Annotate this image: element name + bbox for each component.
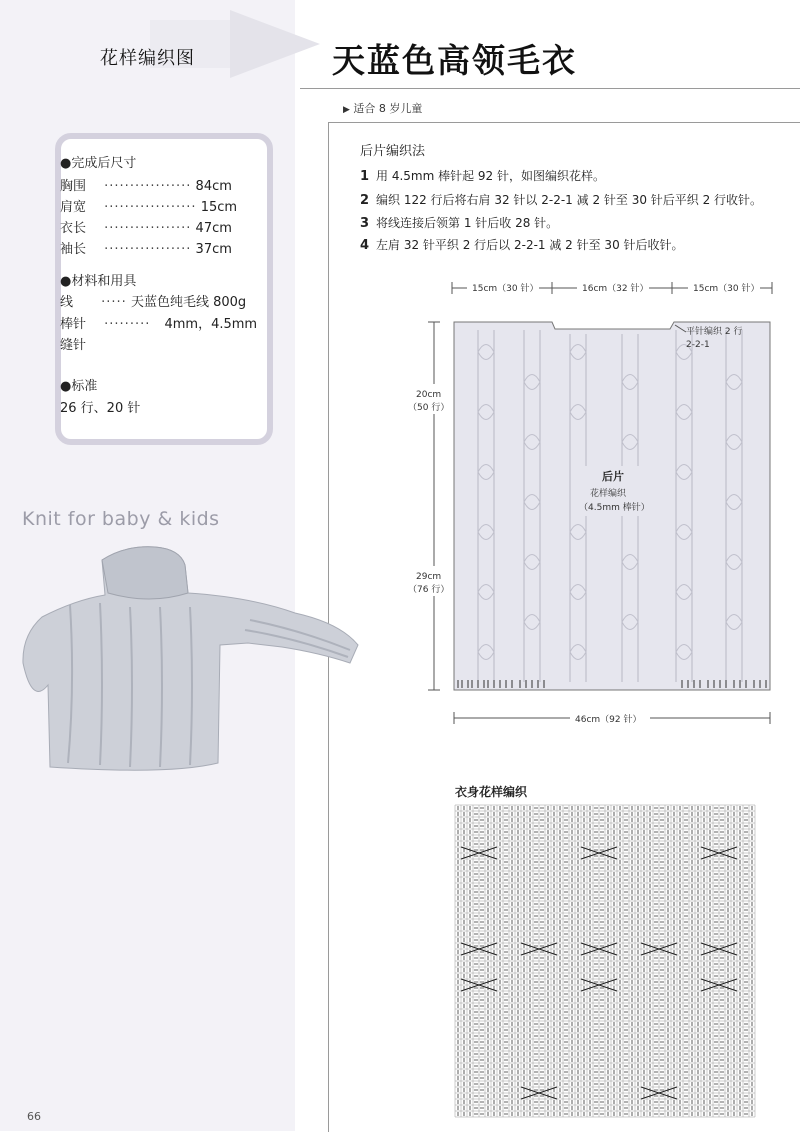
material-row-needles [60, 313, 257, 332]
sweater-photo [20, 535, 360, 785]
leader-dots: ················· [104, 221, 192, 236]
top-left-dimension: 15cm（30 针） [472, 284, 539, 294]
size-label: 衣长 [60, 221, 87, 236]
gauge-value: 26 行、20 针 [60, 401, 141, 416]
piece-pattern: 花样编织 [590, 489, 627, 499]
size-label: 袖长 [60, 242, 87, 257]
shoulder-note-line2: 2-2-1 [686, 340, 710, 350]
leader-dots: ················· [104, 179, 192, 194]
age-note [343, 100, 422, 116]
sweater-collar [102, 547, 188, 599]
stitch-chart-title: 衣身花样编织 [455, 785, 528, 799]
side-lower-cm: 29cm [416, 572, 442, 582]
size-heading: ●完成后尺寸 [60, 156, 137, 171]
step-number: 3 [360, 216, 370, 231]
material-row-sewing-needle [60, 334, 86, 353]
top-middle-dimension: 16cm（32 针） [582, 284, 649, 294]
page-number: 66 [27, 1110, 41, 1123]
back-piece-diagram [408, 272, 780, 732]
header-arrow-icon [230, 10, 320, 78]
shoulder-note-line1: 平针编织 2 行 [686, 327, 743, 337]
step-text: 用 4.5mm 棒针起 92 针，如图编织花样。 [376, 169, 605, 183]
material-label: 棒针 [60, 317, 87, 332]
gauge-heading: ●标准 [60, 379, 98, 394]
step-number: 1 [360, 169, 370, 184]
piece-name: 后片 [602, 470, 624, 483]
step-text: 编织 122 行后将右肩 32 针以 2-2-1 减 2 针至 30 针后平织 2 行收针。 [376, 193, 763, 207]
step-number: 4 [360, 238, 370, 253]
material-label: 线 [60, 295, 74, 310]
leader-dots: ·················· [104, 200, 197, 215]
content-top-divider [328, 122, 800, 123]
leader-dots: ········· [104, 317, 151, 332]
size-row-shoulder [60, 196, 237, 215]
step-3 [360, 214, 558, 231]
bottom-dimension: 46cm（92 针） [575, 715, 642, 725]
material-row-yarn [60, 291, 246, 310]
page-title: 天蓝色高领毛衣 [332, 41, 577, 80]
materials-heading: ●材料和用具 [60, 274, 137, 289]
side-lower-rows: （76 行） [408, 585, 450, 595]
step-text: 左肩 32 针平织 2 行后以 2-2-1 减 2 针至 30 针后收针。 [376, 238, 684, 252]
brand-tagline: Knit for baby & kids [22, 508, 220, 530]
material-label: 缝针 [60, 338, 87, 353]
size-label: 肩宽 [60, 200, 87, 215]
size-value: 15cm [200, 200, 238, 215]
step-number: 2 [360, 193, 370, 208]
size-value: 84cm [195, 179, 232, 194]
material-value: 天蓝色纯毛线 800g [130, 295, 247, 310]
step-1 [360, 167, 605, 184]
step-2 [360, 191, 762, 208]
step-text: 将线连接后领第 1 针后收 28 针。 [376, 216, 559, 230]
chart-grid [455, 805, 755, 1117]
side-upper-cm: 20cm [416, 390, 442, 400]
size-row-chest [60, 175, 232, 194]
size-value: 37cm [195, 242, 232, 257]
section-label: 花样编织图 [100, 48, 195, 69]
piece-needle: （4.5mm 棒针） [579, 503, 650, 513]
leader-dots: ················· [104, 242, 192, 257]
size-row-sleeve [60, 238, 232, 257]
instructions-title: 后片编织法 [360, 144, 426, 159]
stitch-chart [455, 805, 755, 1120]
size-row-length [60, 217, 232, 236]
top-right-dimension: 15cm（30 针） [693, 284, 760, 294]
size-label: 胸围 [60, 179, 87, 194]
size-value: 47cm [195, 221, 232, 236]
leader-dots: ····· [101, 295, 127, 310]
material-value: 4mm，4.5mm [164, 317, 258, 332]
title-divider [300, 88, 800, 89]
side-upper-rows: （50 行） [408, 403, 450, 413]
step-4 [360, 236, 684, 253]
triangle-right-icon: ▶ [343, 105, 350, 115]
age-text: 适合 8 岁儿童 [353, 102, 423, 115]
